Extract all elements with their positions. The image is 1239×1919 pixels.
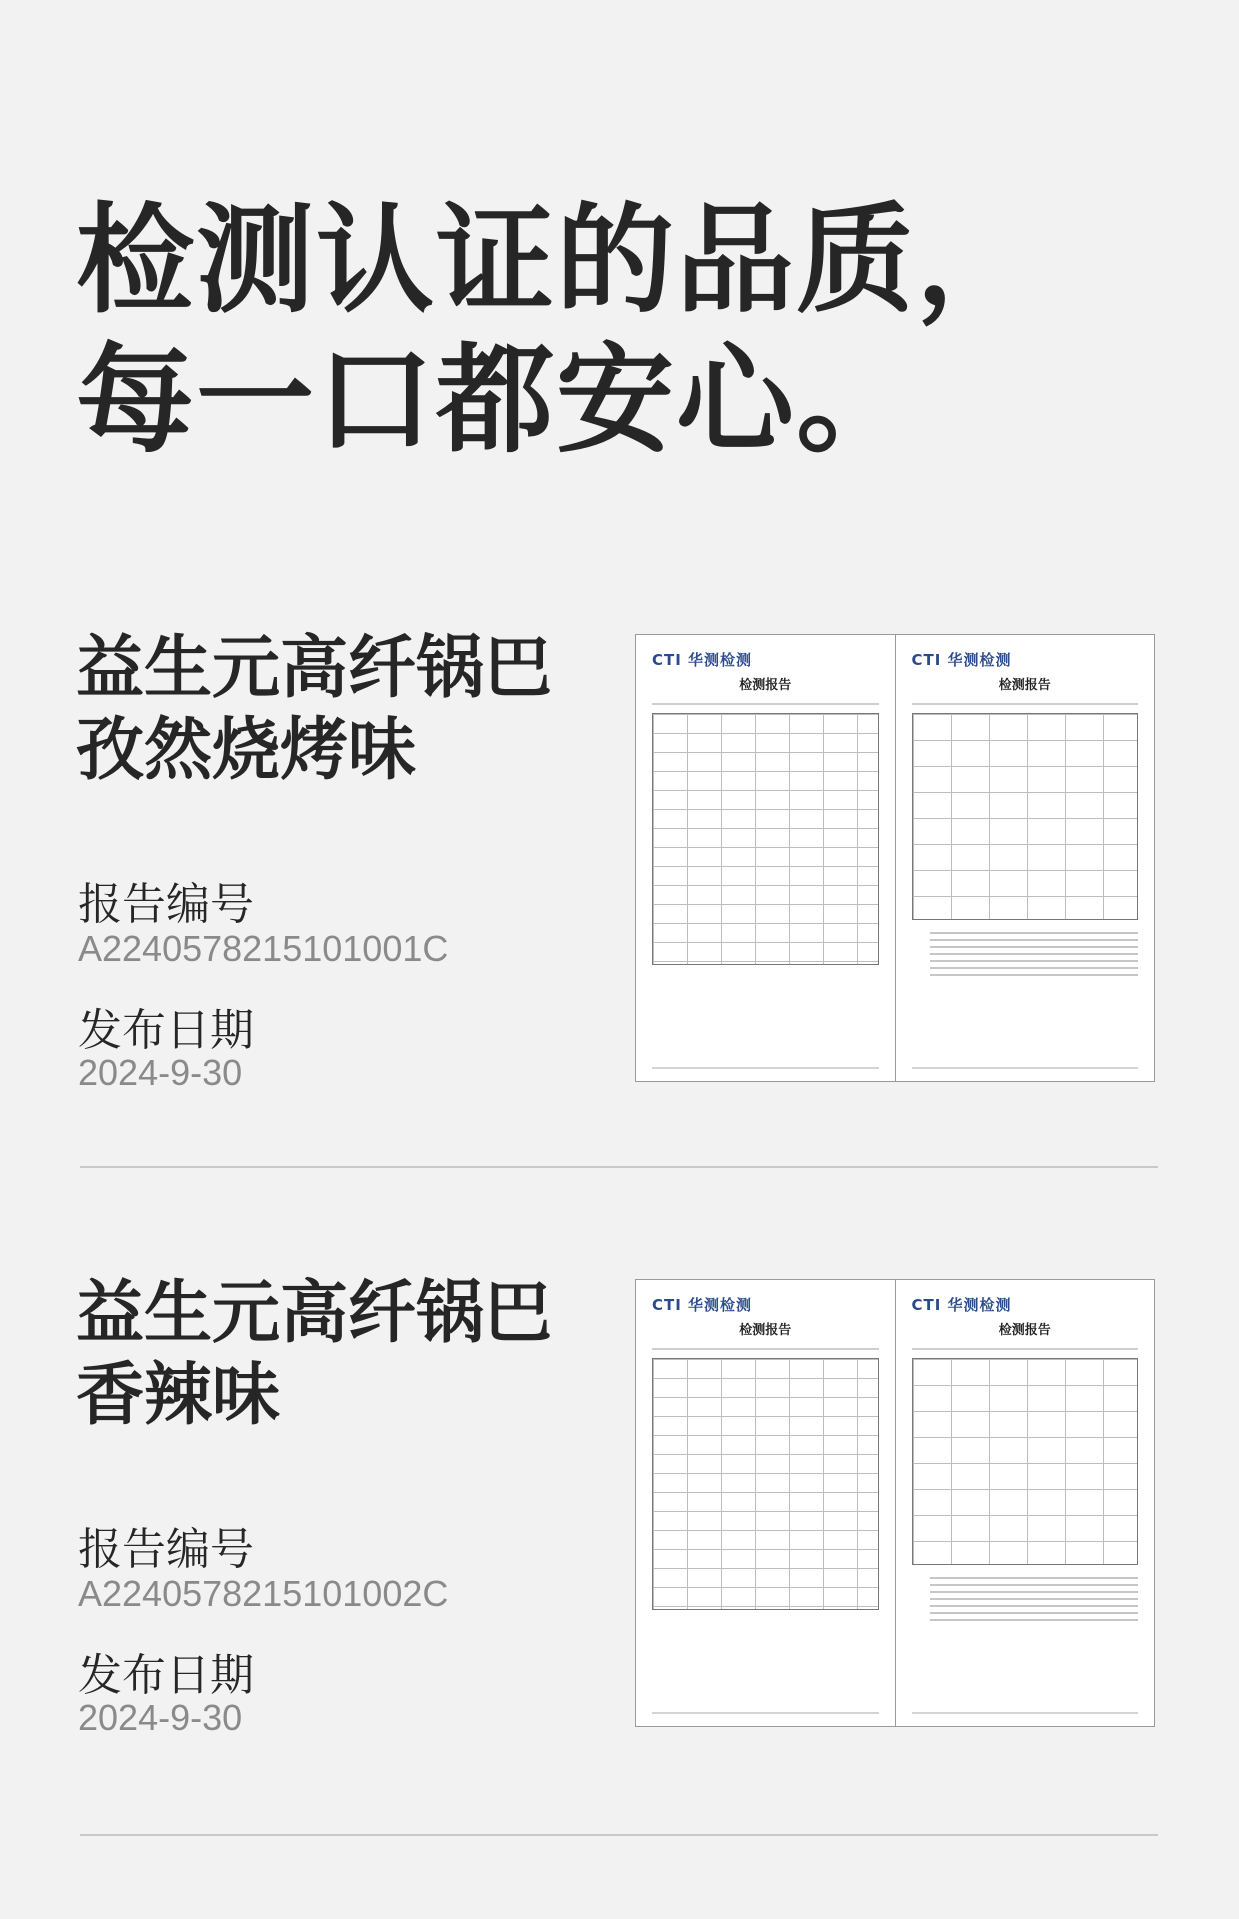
- publish-date-label: 发布日期: [78, 1650, 254, 1701]
- report-table: [912, 713, 1139, 920]
- product-name-line-2: 香辣味: [76, 1356, 281, 1435]
- report-number-value: A2240578215101001C: [78, 928, 449, 969]
- report-number-label: 报告编号: [78, 879, 254, 930]
- report-page-1: [636, 635, 895, 1081]
- report-notes: [912, 1577, 1139, 1621]
- report-brand-logo: CTI 华测检测: [652, 651, 753, 669]
- report-footer: [652, 1067, 879, 1069]
- report-header-lines: [912, 703, 1139, 705]
- report-header-lines: [912, 1348, 1139, 1350]
- section-divider: [80, 1166, 1158, 1168]
- report-footer: [912, 1712, 1139, 1714]
- report-brand-logo: CTI 华测检测: [652, 1296, 753, 1314]
- page-headline: [76, 190, 1036, 470]
- report-table: [652, 713, 879, 965]
- publish-date-value: 2024-9-30: [78, 1052, 243, 1093]
- section-divider: [80, 1834, 1158, 1836]
- report-number-label: 报告编号: [78, 1524, 254, 1575]
- product-name-line-1: 益生元高纤锅巴: [76, 1274, 553, 1353]
- report-table: [912, 1358, 1139, 1565]
- product-name: [76, 628, 552, 792]
- product-name: [76, 1273, 552, 1437]
- report-doc-title: 检测报告: [739, 1323, 792, 1338]
- publish-date-label: 发布日期: [78, 1005, 254, 1056]
- report-footer: [912, 1067, 1139, 1069]
- product-name-line-2: 孜然烧烤味: [76, 711, 417, 790]
- headline-line-1: 检测认证的品质，: [76, 191, 1037, 329]
- headline-line-2: 每一口都安心。: [76, 331, 917, 469]
- publish-date-value: 2024-9-30: [78, 1697, 243, 1738]
- report-footer: [652, 1712, 879, 1714]
- report-table: [652, 1358, 879, 1610]
- report-page-2: [895, 1280, 1155, 1726]
- report-notes: [912, 932, 1139, 976]
- test-report-image: [635, 1279, 1155, 1727]
- report-number-value: A2240578215101002C: [78, 1573, 449, 1614]
- test-report-image: [635, 634, 1155, 1082]
- report-header-lines: [652, 703, 879, 705]
- report-page-1: [636, 1280, 895, 1726]
- report-doc-title: 检测报告: [998, 678, 1051, 693]
- report-brand-logo: CTI 华测检测: [911, 651, 1012, 669]
- report-page-2: [895, 635, 1155, 1081]
- report-header-lines: [652, 1348, 879, 1350]
- report-brand-logo: CTI 华测检测: [911, 1296, 1012, 1314]
- report-doc-title: 检测报告: [739, 678, 792, 693]
- report-doc-title: 检测报告: [998, 1323, 1051, 1338]
- product-name-line-1: 益生元高纤锅巴: [76, 629, 553, 708]
